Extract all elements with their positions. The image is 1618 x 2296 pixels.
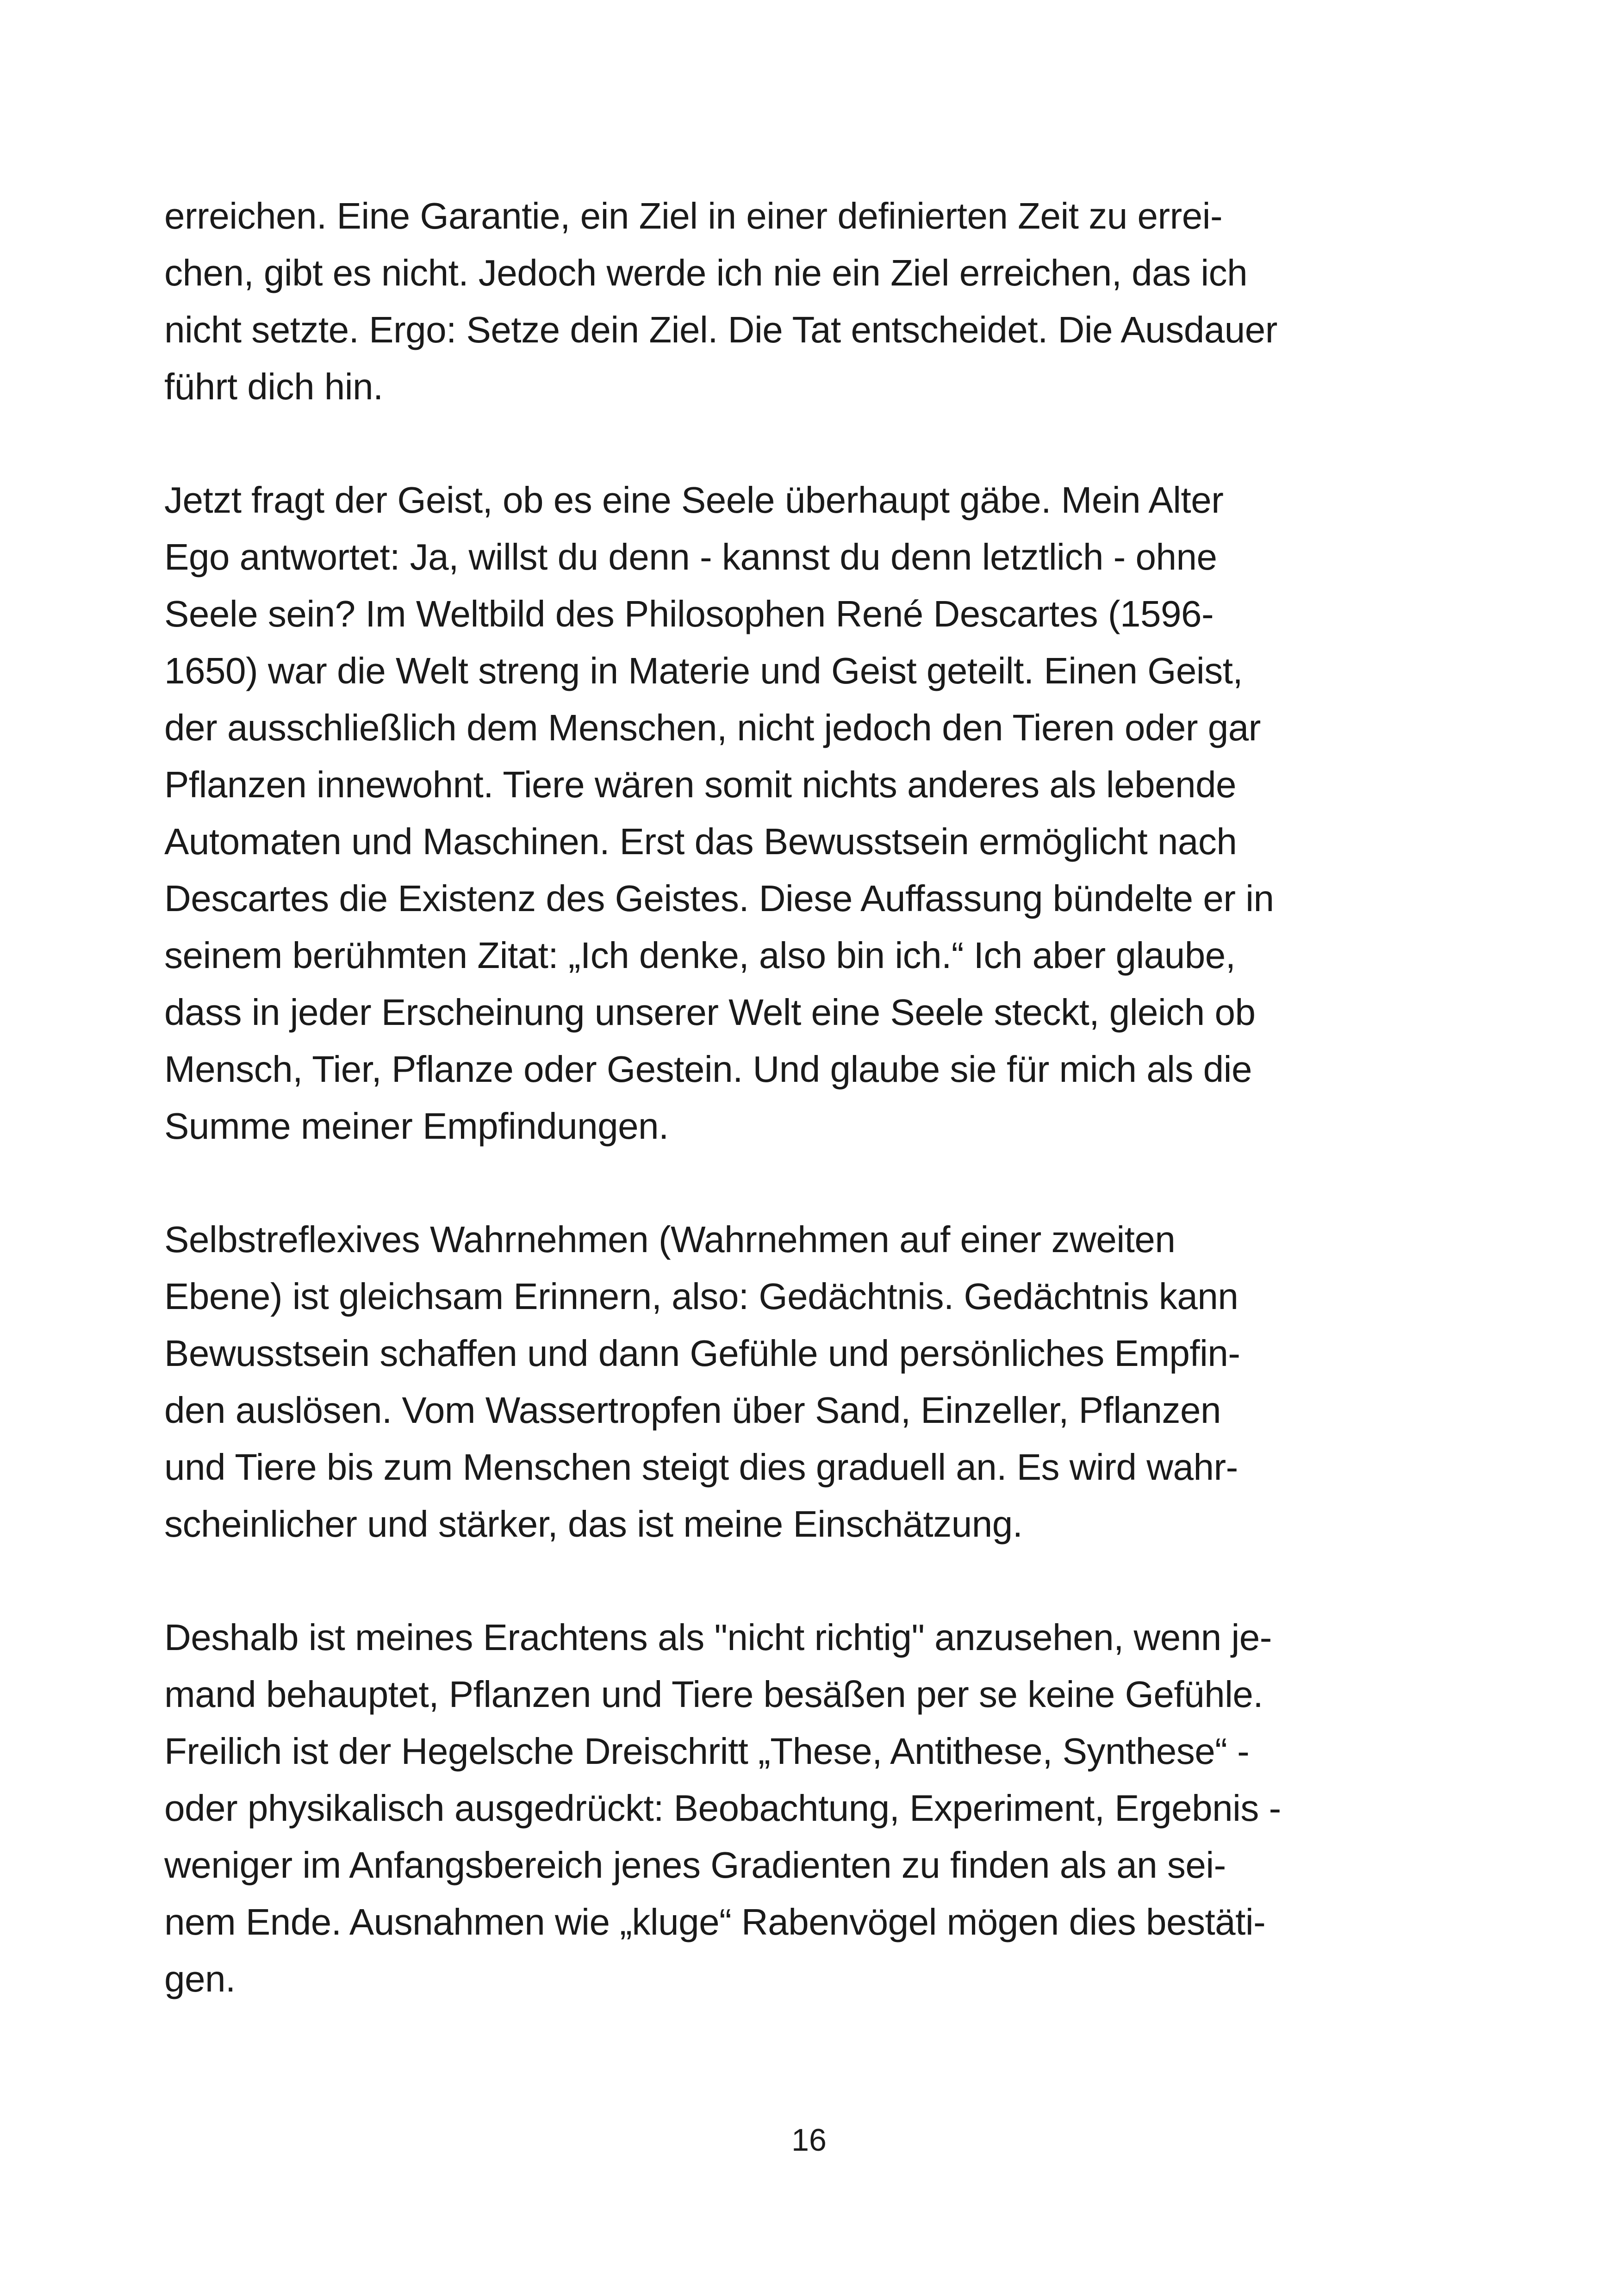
paragraph-gap [164,1154,1456,1211]
text-line: Mensch, Tier, Pflanze oder Gestein. Und glaube sie für mich als die [164,1049,1252,1090]
text-line: Ego antwortet: Ja, willst du denn - kannst du denn letztlich - ohne [164,536,1217,577]
text-line: Pflanzen innewohnt. Tiere wären somit nichts anderes als lebende [164,764,1237,805]
paragraph-1 [164,187,1456,415]
text-line: nem Ende. Ausnahmen wie „kluge“ Rabenvögel mögen dies bestäti- [164,1901,1266,1942]
text-line: Deshalb ist meines Erachtens als "nicht richtig" anzusehen, wenn je- [164,1617,1272,1658]
text-line: führt dich hin. [164,366,383,407]
page-number: 16 [791,2122,827,2158]
text-line: Bewusstsein schaffen und dann Gefühle und persönliches Empfin- [164,1333,1240,1374]
body-text [164,187,1456,2007]
paragraph-2 [164,472,1456,1154]
text-line: erreichen. Eine Garantie, ein Ziel in einer definierten Zeit zu errei- [164,195,1223,236]
text-line: 1650) war die Welt streng in Materie und Geist geteilt. Einen Geist, [164,650,1243,691]
text-line: Selbstreflexives Wahrnehmen (Wahrnehmen auf einer zweiten [164,1219,1176,1260]
paragraph-4 [164,1609,1456,2007]
paragraph-gap [164,1552,1456,1609]
text-line: der ausschließlich dem Menschen, nicht jedoch den Tieren oder gar [164,707,1261,748]
text-line: scheinlicher und stärker, das ist meine Einschätzung. [164,1503,1023,1545]
text-line: Freilich ist der Hegelsche Dreischritt „These, Antithese, Synthese“ - [164,1731,1250,1772]
text-line: oder physikalisch ausgedrückt: Beobachtung, Experiment, Ergebnis - [164,1787,1281,1829]
text-line: Ebene) ist gleichsam Erinnern, also: Gedächtnis. Gedächtnis kann [164,1276,1238,1317]
text-line: seinem berühmten Zitat: „Ich denke, also bin ich.“ Ich aber glaube, [164,935,1236,976]
text-line: und Tiere bis zum Menschen steigt dies graduell an. Es wird wahr- [164,1446,1238,1488]
text-line: chen, gibt es nicht. Jedoch werde ich nie ein Ziel erreichen, das ich [164,252,1248,293]
text-line: Descartes die Existenz des Geistes. Diese Auffassung bündelte er in [164,878,1274,919]
text-line: mand behauptet, Pflanzen und Tiere besäßen per se keine Gefühle. [164,1674,1263,1715]
paragraph-3 [164,1211,1456,1552]
text-line: Automaten und Maschinen. Erst das Bewusstsein ermöglicht nach [164,821,1237,862]
text-line: Seele sein? Im Weltbild des Philosophen René Descartes (1596- [164,593,1214,634]
text-line: den auslösen. Vom Wassertropfen über Sand, Einzeller, Pflanzen [164,1390,1221,1431]
text-line: Summe meiner Empfindungen. [164,1105,669,1147]
text-line: nicht setzte. Ergo: Setze dein Ziel. Die Tat entscheidet. Die Ausdauer [164,309,1277,350]
text-line: weniger im Anfangsbereich jenes Gradienten zu finden als an sei- [164,1844,1226,1886]
text-line: Jetzt fragt der Geist, ob es eine Seele überhaupt gäbe. Mein Alter [164,479,1224,521]
text-line: dass in jeder Erscheinung unserer Welt eine Seele steckt, gleich ob [164,992,1256,1033]
paragraph-gap [164,415,1456,472]
text-line: gen. [164,1958,236,1999]
